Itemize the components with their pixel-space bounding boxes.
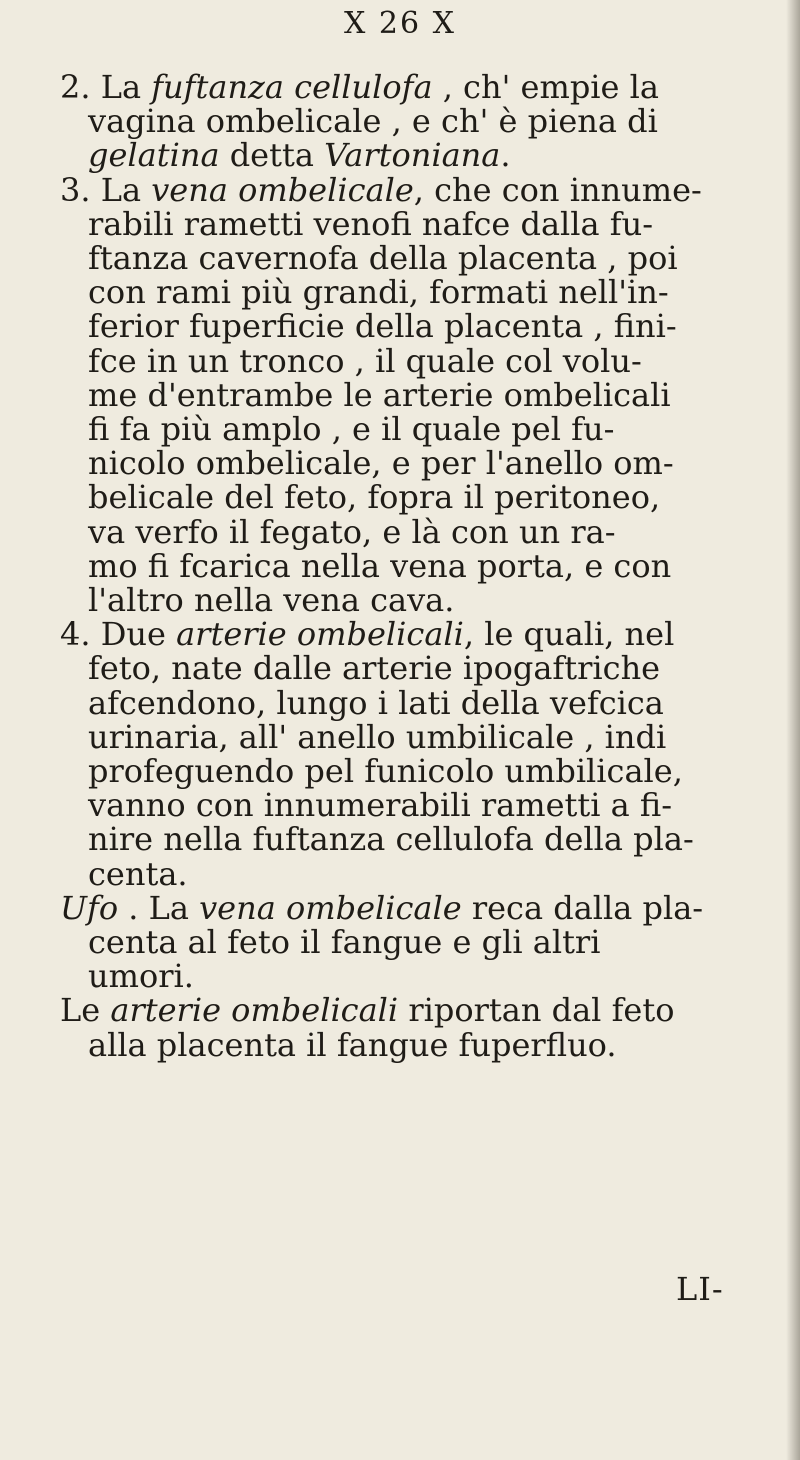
- text-run: umori.: [88, 957, 194, 996]
- text-line: [60, 239, 772, 278]
- paragraph-number: 4.: [60, 615, 91, 654]
- text-line: [60, 170, 772, 209]
- text-line: [60, 854, 772, 893]
- text-line: [60, 307, 772, 346]
- text-run: vanno con innumerabili rametti a fi-: [88, 786, 673, 825]
- text-line: [60, 581, 772, 620]
- text-run: profeguendo pel funicolo umbilicale,: [88, 752, 683, 791]
- text-run: .: [500, 136, 511, 175]
- text-line: [60, 204, 772, 243]
- text-line: [60, 512, 772, 551]
- text-run: La: [90, 170, 152, 209]
- text-run: vena ombelicale: [199, 888, 462, 927]
- text-line: [60, 649, 772, 688]
- text-run: arterie ombelicali: [176, 615, 464, 654]
- text-run: riportan dal feto: [398, 991, 675, 1030]
- paragraph-number: 2.: [60, 68, 91, 106]
- text-run: fuftanza cellulofa: [151, 68, 433, 106]
- text-line: [60, 1025, 772, 1064]
- text-run: detta: [219, 136, 325, 175]
- paragraph-number: 3.: [60, 170, 91, 209]
- text-run: ferior fuperficie della placenta , fini-: [88, 307, 677, 346]
- text-run: vagina ombelicale , e ch' è piena di: [88, 102, 658, 141]
- text-line: [60, 478, 772, 517]
- text-run: nicolo ombelicale, e per l'anello om-: [88, 444, 674, 483]
- text-line: [60, 102, 772, 141]
- text-line: [60, 820, 772, 859]
- text-run: con rami più grandi, formati nell'in-: [88, 273, 669, 312]
- text-line: [60, 957, 772, 996]
- text-line: [60, 683, 772, 722]
- text-run: Vartoniana: [324, 136, 501, 175]
- paragraph-number: Ufo: [60, 888, 119, 927]
- text-line: [60, 273, 772, 312]
- text-run: , che con innume-: [413, 170, 702, 209]
- paragraph-number: Le: [60, 991, 111, 1030]
- text-run: . La: [118, 888, 200, 927]
- text-line: [60, 717, 772, 756]
- text-line: [60, 923, 772, 962]
- text-run: ftanza cavernofa della placenta , poi: [88, 239, 678, 278]
- text-run: va verfo il fegato, e là con un ra-: [88, 512, 616, 551]
- text-run: nire nella fuftanza cellulofa della pla-: [88, 820, 694, 859]
- text-run: centa.: [88, 854, 188, 893]
- body-text: [60, 70, 772, 1062]
- text-line: [60, 786, 772, 825]
- text-run: gelatina: [88, 136, 220, 175]
- text-run: , le quali, nel: [463, 615, 675, 654]
- text-line: [60, 991, 772, 1030]
- text-run: alla placenta il fangue fuperfluo.: [88, 1025, 617, 1064]
- text-run: , ch' empie la: [432, 68, 659, 106]
- text-run: rabili rametti venofi nafce dalla fu-: [88, 204, 654, 243]
- text-line: [60, 888, 772, 927]
- text-run: centa al feto il fangue e gli altri: [88, 923, 601, 962]
- text-run: l'altro nella vena cava.: [88, 581, 455, 620]
- text-line: [60, 375, 772, 414]
- text-line: [60, 410, 772, 449]
- text-run: me d'entrambe le arterie ombelicali: [88, 375, 671, 414]
- text-line: [60, 70, 772, 104]
- text-line: [60, 752, 772, 791]
- text-line: [60, 341, 772, 380]
- text-run: vena ombelicale: [151, 170, 414, 209]
- text-line: [60, 546, 772, 585]
- page-edge-shadow: [786, 0, 800, 1460]
- text-run: mo fi fcarica nella vena porta, e con: [88, 546, 672, 585]
- text-run: belicale del feto, fopra il peritoneo,: [88, 478, 661, 517]
- running-header: Ⅹ 26 Ⅹ: [344, 6, 456, 41]
- text-run: feto, nate dalle arterie ipogaftriche: [88, 649, 661, 688]
- text-run: fce in un tronco , il quale col volu-: [88, 341, 642, 380]
- text-line: [60, 136, 772, 175]
- text-run: Due: [90, 615, 177, 654]
- text-line: [60, 615, 772, 654]
- text-run: arterie ombelicali: [110, 991, 399, 1030]
- text-run: afcendono, lungo i lati della vefcica: [88, 683, 664, 722]
- text-run: La: [90, 68, 152, 106]
- text-run: fi fa più amplo , e il quale pel fu-: [88, 410, 615, 449]
- text-line: [60, 444, 772, 483]
- catchword: LI-: [676, 1270, 724, 1308]
- text-run: urinaria, all' anello umbilicale , indi: [88, 717, 667, 756]
- text-run: reca dalla pla-: [461, 888, 704, 927]
